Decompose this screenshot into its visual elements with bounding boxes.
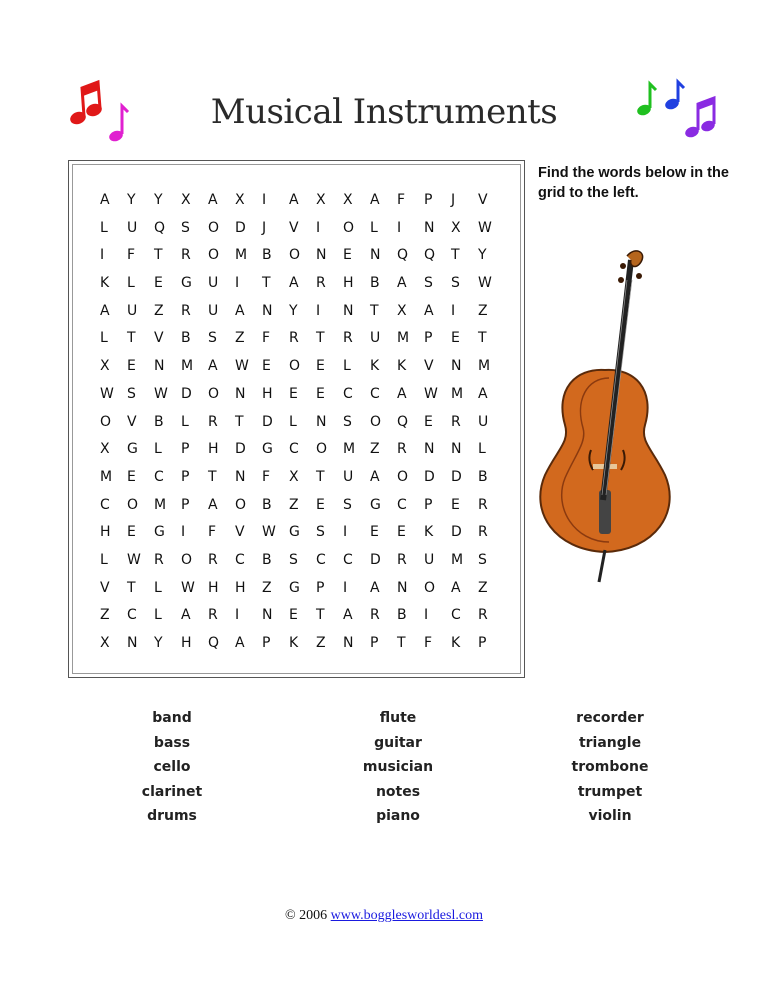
grid-letter: V <box>127 413 137 430</box>
grid-letter: W <box>262 524 276 541</box>
grid-letter: O <box>370 413 382 430</box>
grid-letter: T <box>127 330 136 347</box>
grid-letter: N <box>370 247 381 264</box>
grid-letter: X <box>100 441 110 458</box>
grid-letter: E <box>451 330 460 347</box>
grid-letter: R <box>397 551 407 568</box>
grid-letter: N <box>397 579 408 596</box>
grid-letter: P <box>478 635 487 651</box>
grid-letter: B <box>154 413 164 430</box>
grid-letter: T <box>127 579 136 596</box>
grid-letter: R <box>397 441 407 458</box>
grid-letter: Y <box>154 635 163 651</box>
grid-letter: P <box>316 579 325 596</box>
grid-letter: X <box>289 468 299 485</box>
grid-letter: X <box>343 192 353 208</box>
grid-letter: S <box>478 551 487 568</box>
grid-letter: L <box>181 413 189 430</box>
blue-note-icon <box>664 82 684 111</box>
grid-letter: K <box>289 635 299 651</box>
grid-letter: I <box>424 607 429 624</box>
magenta-note-icon <box>108 106 128 143</box>
grid-letter: W <box>127 551 141 568</box>
grid-letter: S <box>316 524 325 541</box>
grid-letter: D <box>451 468 462 485</box>
grid-letter: E <box>343 247 352 264</box>
grid-letter: O <box>424 579 436 596</box>
grid-letter: H <box>208 441 219 458</box>
grid-letter: T <box>316 330 325 347</box>
grid-letter: A <box>208 358 218 375</box>
cello-icon <box>535 250 675 590</box>
grid-letter: N <box>235 385 246 402</box>
grid-letter: U <box>478 413 489 430</box>
word-list-item: violin <box>588 808 632 824</box>
grid-letter: L <box>289 413 297 430</box>
music-notes-left-icon <box>64 78 134 148</box>
grid-letter: Z <box>100 607 110 624</box>
grid-letter: X <box>235 192 245 208</box>
word-list-item: trombone <box>571 759 649 775</box>
grid-letter: K <box>370 358 380 375</box>
grid-letter: T <box>208 468 217 485</box>
word-list-column-2 <box>328 706 468 829</box>
grid-letter: R <box>343 330 353 347</box>
grid-letter: C <box>127 607 137 624</box>
grid-letter: A <box>424 302 434 319</box>
grid-letter: A <box>451 579 461 596</box>
grid-letter: F <box>262 468 271 485</box>
grid-letter: R <box>478 496 488 513</box>
grid-letter: L <box>154 607 162 624</box>
grid-letter: P <box>181 468 190 485</box>
grid-letter: G <box>289 579 300 596</box>
grid-letter: D <box>370 551 381 568</box>
grid-letter: W <box>478 219 492 236</box>
grid-letter: P <box>181 441 190 458</box>
word-list-item: band <box>152 710 192 726</box>
grid-letter: H <box>262 385 273 402</box>
grid-letter: D <box>262 413 273 430</box>
word-list-item: flute <box>379 710 417 726</box>
grid-letter: H <box>235 579 246 596</box>
grid-letter: M <box>451 385 464 402</box>
grid-letter: N <box>424 441 435 458</box>
grid-letter: W <box>154 385 168 402</box>
grid-letter: S <box>451 275 460 292</box>
grid-letter: O <box>181 551 193 568</box>
grid-letter: O <box>208 219 220 236</box>
copyright-text: © 2006 <box>285 908 328 923</box>
grid-letter: A <box>100 302 110 319</box>
grid-letter: A <box>478 385 488 402</box>
footer-website-link[interactable]: www.bogglesworldesl.com <box>330 908 483 923</box>
grid-letter: R <box>154 551 164 568</box>
grid-letter: Z <box>478 302 488 319</box>
grid-letter: C <box>343 385 353 402</box>
word-list-item: drums <box>147 808 197 824</box>
word-list-item: recorder <box>576 710 644 726</box>
grid-letter: E <box>316 385 325 402</box>
grid-letter: E <box>424 413 433 430</box>
grid-letter: G <box>289 524 300 541</box>
grid-letter: T <box>397 635 406 651</box>
grid-letter: U <box>343 468 354 485</box>
grid-letter: U <box>208 275 219 292</box>
grid-letter: F <box>397 192 406 208</box>
grid-letter: M <box>397 330 410 347</box>
word-list-item: triangle <box>578 734 642 751</box>
grid-letter: I <box>397 219 402 236</box>
grid-letter: I <box>316 302 321 319</box>
grid-letter: P <box>370 635 379 651</box>
grid-letter: P <box>262 635 271 651</box>
grid-letter: B <box>181 330 191 347</box>
grid-letter: V <box>478 192 488 208</box>
grid-letter: S <box>127 385 136 402</box>
grid-letter: X <box>451 219 461 236</box>
grid-letter: A <box>397 275 407 292</box>
grid-letter: N <box>424 219 435 236</box>
grid-letter: U <box>208 302 219 319</box>
grid-letter: O <box>289 247 301 264</box>
grid-letter: V <box>235 524 245 541</box>
grid-letter: N <box>316 413 327 430</box>
word-list-item: musician <box>362 759 434 775</box>
grid-letter: V <box>100 579 110 596</box>
grid-letter: Z <box>289 496 299 513</box>
instructions-text: Find the words below in the grid to the left. <box>538 165 729 201</box>
grid-letter: F <box>208 524 217 541</box>
grid-letter: K <box>451 635 461 651</box>
grid-letter: R <box>478 607 488 624</box>
word-list-column-1 <box>102 706 242 829</box>
grid-letter: S <box>343 413 352 430</box>
grid-letter: B <box>262 496 272 513</box>
grid-letter: C <box>100 496 110 513</box>
grid-letter: M <box>100 468 113 485</box>
grid-letter: K <box>424 524 434 541</box>
grid-letter: B <box>478 468 488 485</box>
grid-letter: T <box>478 330 487 347</box>
grid-letter: M <box>181 358 194 375</box>
grid-letter: G <box>262 441 273 458</box>
grid-letter: D <box>235 441 246 458</box>
grid-letter: F <box>424 635 433 651</box>
grid-letter: E <box>397 524 406 541</box>
grid-letter: I <box>316 219 321 236</box>
grid-letter: F <box>262 330 271 347</box>
grid-letter: O <box>289 358 301 375</box>
grid-letter: Q <box>424 247 436 264</box>
grid-letter: I <box>451 302 456 319</box>
grid-letter: Q <box>154 219 166 236</box>
grid-letter: B <box>397 607 407 624</box>
grid-letter: E <box>370 524 379 541</box>
grid-letter: O <box>208 247 220 264</box>
grid-letter: L <box>100 219 108 236</box>
grid-letter: E <box>316 496 325 513</box>
grid-letter: B <box>262 551 272 568</box>
grid-letter: M <box>478 358 491 375</box>
grid-letter: L <box>478 441 486 458</box>
grid-letter: E <box>289 385 298 402</box>
grid-letter: R <box>451 413 461 430</box>
grid-letter: R <box>289 330 299 347</box>
grid-letter: W <box>424 385 438 402</box>
grid-letter: O <box>343 219 355 236</box>
grid-letter: N <box>343 635 354 651</box>
grid-letter: S <box>289 551 298 568</box>
grid-letter: M <box>451 551 464 568</box>
grid-letter: I <box>343 524 348 541</box>
grid-letter: H <box>181 635 192 651</box>
grid-letter: W <box>478 275 492 292</box>
grid-letter: I <box>181 524 186 541</box>
grid-letter: C <box>343 551 353 568</box>
grid-letter: X <box>100 358 110 375</box>
grid-letter: Y <box>478 247 487 264</box>
grid-letter: E <box>154 275 163 292</box>
grid-letter: V <box>289 219 299 236</box>
grid-letter: A <box>397 385 407 402</box>
grid-letter: L <box>100 551 108 568</box>
grid-letter: N <box>451 358 462 375</box>
grid-letter: P <box>181 496 190 513</box>
grid-letter: R <box>181 302 191 319</box>
grid-letter: A <box>343 607 353 624</box>
grid-letter: J <box>451 192 456 208</box>
word-list-item: trumpet <box>577 783 643 800</box>
grid-letter: R <box>316 275 326 292</box>
grid-letter: L <box>343 358 351 375</box>
grid-letter: D <box>235 219 246 236</box>
grid-letter: T <box>316 468 325 485</box>
grid-letter: U <box>370 330 381 347</box>
grid-letter: H <box>208 579 219 596</box>
grid-letter: N <box>451 441 462 458</box>
grid-letter: P <box>424 192 433 208</box>
grid-letter: L <box>154 441 162 458</box>
page-title: Musical Instruments <box>210 92 558 132</box>
grid-letter: I <box>343 579 348 596</box>
grid-letter: L <box>370 219 378 236</box>
grid-letter: F <box>127 247 136 264</box>
grid-letter: E <box>451 496 460 513</box>
word-list-column-3 <box>540 706 680 829</box>
grid-letter: O <box>127 496 139 513</box>
grid-letter: L <box>100 330 108 347</box>
grid-letter: T <box>316 607 325 624</box>
grid-letter: A <box>289 192 299 208</box>
grid-letter: R <box>208 413 218 430</box>
grid-letter: R <box>208 551 218 568</box>
grid-letter: I <box>262 192 267 208</box>
word-list-item: guitar <box>374 734 422 751</box>
grid-letter: N <box>316 247 327 264</box>
grid-letter: Q <box>397 413 409 430</box>
grid-letter: L <box>127 275 135 292</box>
grid-letter: Q <box>208 635 220 651</box>
grid-letter: M <box>154 496 167 513</box>
grid-letter: Y <box>127 192 136 208</box>
grid-letter: R <box>208 607 218 624</box>
grid-letter: N <box>235 468 246 485</box>
grid-letter: D <box>181 385 192 402</box>
word-list-item: clarinet <box>141 783 203 800</box>
grid-letter: C <box>451 607 461 624</box>
grid-letter: E <box>127 468 136 485</box>
grid-letter: D <box>424 468 435 485</box>
grid-letter: V <box>424 358 434 375</box>
grid-letter: H <box>343 275 354 292</box>
grid-letter: Y <box>154 192 163 208</box>
grid-letter: X <box>316 192 326 208</box>
grid-letter: N <box>262 302 273 319</box>
grid-letter: R <box>370 607 380 624</box>
grid-letter: Z <box>478 579 488 596</box>
grid-letter: T <box>154 247 163 264</box>
grid-letter: G <box>154 524 165 541</box>
grid-letter: B <box>262 247 272 264</box>
grid-letter: A <box>181 607 191 624</box>
grid-letter: Z <box>316 635 326 651</box>
grid-letter: A <box>100 192 110 208</box>
grid-letter: Z <box>235 330 245 347</box>
grid-letter: G <box>127 441 138 458</box>
grid-letter: S <box>424 275 433 292</box>
grid-letter: T <box>451 247 460 264</box>
grid-letter: U <box>424 551 435 568</box>
grid-letter: O <box>316 441 328 458</box>
grid-letter: A <box>370 579 380 596</box>
grid-letter: S <box>181 219 190 236</box>
grid-letter: P <box>424 330 433 347</box>
grid-letter: O <box>397 468 409 485</box>
grid-letter: K <box>100 275 110 292</box>
grid-letter: D <box>451 524 462 541</box>
grid-letter: R <box>478 524 488 541</box>
grid-letter: A <box>370 192 380 208</box>
grid-letter: T <box>235 413 244 430</box>
grid-letter: Q <box>397 247 409 264</box>
music-notes-right-icon <box>632 78 722 142</box>
grid-letter: N <box>154 358 165 375</box>
grid-letter: C <box>289 441 299 458</box>
grid-letter: A <box>208 496 218 513</box>
grid-letter: U <box>127 302 138 319</box>
grid-letter: E <box>289 607 298 624</box>
grid-letter: C <box>397 496 407 513</box>
footer <box>0 908 768 924</box>
grid-letter: E <box>127 358 136 375</box>
grid-letter: H <box>100 524 111 541</box>
grid-letter: Z <box>154 302 164 319</box>
grid-letter: W <box>181 579 195 596</box>
grid-letter: I <box>235 607 240 624</box>
grid-letter: A <box>289 275 299 292</box>
grid-letter: L <box>154 579 162 596</box>
grid-letter: E <box>127 524 136 541</box>
green-note-icon <box>636 84 656 117</box>
grid-letter: I <box>235 275 240 292</box>
grid-letter: M <box>235 247 248 264</box>
grid-letter: W <box>235 358 249 375</box>
grid-letter: M <box>343 441 356 458</box>
grid-letter: A <box>370 468 380 485</box>
grid-letter: W <box>100 385 114 402</box>
grid-letter: O <box>235 496 247 513</box>
grid-letter: E <box>316 358 325 375</box>
grid-letter: I <box>100 247 105 264</box>
grid-letter: X <box>100 635 110 651</box>
word-list-item: piano <box>376 808 420 824</box>
grid-letter: T <box>262 275 271 292</box>
grid-letter: Z <box>370 441 380 458</box>
grid-letter: O <box>100 413 112 430</box>
word-search-grid <box>94 187 499 658</box>
grid-letter: A <box>235 302 245 319</box>
grid-letter: V <box>154 330 164 347</box>
grid-letter: G <box>181 275 192 292</box>
grid-letter: P <box>424 496 433 513</box>
grid-letter: O <box>208 385 220 402</box>
grid-letter: A <box>208 192 218 208</box>
grid-letter: N <box>343 302 354 319</box>
grid-letter: B <box>370 275 380 292</box>
grid-letter: J <box>262 219 267 236</box>
word-list-item: bass <box>153 734 191 751</box>
grid-letter: K <box>397 358 407 375</box>
grid-letter: C <box>235 551 245 568</box>
purple-double-note-icon <box>684 98 717 139</box>
grid-letter: G <box>370 496 381 513</box>
grid-letter: Y <box>289 302 298 319</box>
grid-letter: X <box>181 192 191 208</box>
grid-letter: E <box>262 358 271 375</box>
grid-letter: U <box>127 219 138 236</box>
grid-letter: Z <box>262 579 272 596</box>
grid-letter: X <box>397 302 407 319</box>
grid-letter: C <box>316 551 326 568</box>
red-double-note-icon <box>68 82 103 126</box>
grid-letter: A <box>235 635 245 651</box>
grid-letter: S <box>208 330 217 347</box>
grid-letter: N <box>127 635 138 651</box>
grid-letter: S <box>343 496 352 513</box>
grid-letter: C <box>154 468 164 485</box>
grid-letter: R <box>181 247 191 264</box>
grid-letter: N <box>262 607 273 624</box>
grid-letter: C <box>370 385 380 402</box>
word-list-item: notes <box>375 783 421 800</box>
grid-letter: T <box>370 302 379 319</box>
word-list-item: cello <box>153 759 191 775</box>
